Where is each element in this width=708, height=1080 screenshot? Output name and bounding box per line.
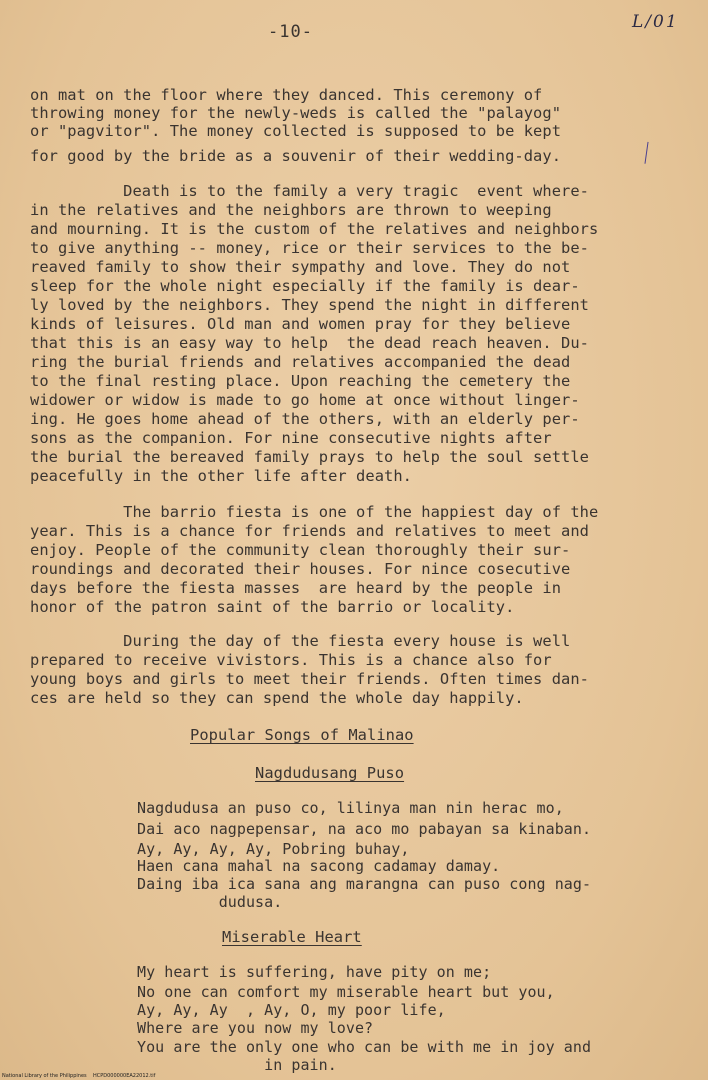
song-line: Daing iba ica sana ang marangna can puso cong nag-: [137, 875, 592, 893]
body-line: and mourning. It is the custom of the relatives and neighbors: [30, 220, 599, 238]
body-line: ing. He goes home ahead of the others, with an elderly per-: [30, 410, 580, 428]
body-line: sons as the companion. For nine consecutive nights after: [30, 429, 552, 447]
body-line: on mat on the floor where they danced. This ceremony of: [30, 86, 543, 104]
song-line: in pain.: [137, 1056, 337, 1074]
body-line: ring the burial friends and relatives accompanied the dead: [30, 353, 571, 371]
body-line: to the final resting place. Upon reaching the cemetery the: [30, 372, 571, 390]
song-title: Miserable Heart: [222, 928, 362, 946]
margin-pencil-mark: [644, 142, 651, 164]
body-line: Death is to the family a very tragic event where-: [30, 182, 589, 200]
song-line: Ay, Ay, Ay , Ay, O, my poor life,: [137, 1001, 446, 1019]
song-line: Dai aco nagpepensar, na aco mo pabayan sa kinaban.: [137, 820, 592, 838]
body-line: days before the fiesta masses are heard by the people in: [30, 579, 562, 597]
body-line: roundings and decorated their houses. For nince cosecutive: [30, 560, 571, 578]
section-title: Popular Songs of Malinao: [190, 726, 414, 744]
body-line: ly loved by the neighbors. They spend the night in different: [30, 296, 589, 314]
body-line: for good by the bride as a souvenir of their wedding-day.: [30, 147, 562, 165]
body-line: ces are held so they can spend the whole day happily.: [30, 689, 524, 707]
song-line: dudusa.: [137, 893, 283, 911]
body-line: or "pagvitor". The money collected is supposed to be kept: [30, 122, 562, 140]
body-line: peacefully in the other life after death.: [30, 467, 412, 485]
body-line: kinds of leisures. Old man and women pray for they believe: [30, 315, 571, 333]
body-line: The barrio fiesta is one of the happiest day of the: [30, 503, 599, 521]
folio-mark: L/01: [632, 12, 679, 32]
song-line: Where are you now my love?: [137, 1019, 374, 1037]
body-line: the burial the bereaved family prays to help the soul settle: [30, 448, 589, 466]
body-line: young boys and girls to meet their friends. Often times dan-: [30, 670, 589, 688]
body-line: honor of the patron saint of the barrio or locality.: [30, 598, 515, 616]
song-line: My heart is suffering, have pity on me;: [137, 963, 492, 981]
scan-footer: National Library of the Philippines HCPD000000EA22012.tif: [2, 1073, 156, 1079]
body-line: sleep for the whole night especially if the family is dear-: [30, 277, 580, 295]
body-line: widower or widow is made to go home at once without linger-: [30, 391, 580, 409]
body-line: that this is an easy way to help the dead reach heaven. Du-: [30, 334, 589, 352]
song-line: No one can comfort my miserable heart but you,: [137, 983, 555, 1001]
body-line: in the relatives and the neighbors are thrown to weeping: [30, 201, 552, 219]
song-line: Haen cana mahal na sacong cadamay damay.: [137, 857, 501, 875]
body-line: During the day of the fiesta every house is well: [30, 632, 571, 650]
song-line: You are the only one who can be with me in joy and: [137, 1038, 592, 1056]
song-line: Nagdudusa an puso co, lilinya man nin herac mo,: [137, 799, 564, 817]
song-line: Ay, Ay, Ay, Ay, Pobring buhay,: [137, 840, 410, 858]
song-title: Nagdudusang Puso: [255, 764, 405, 782]
body-line: to give anything -- money, rice or their services to the be-: [30, 239, 589, 257]
page-number: -10-: [268, 22, 313, 42]
body-line: prepared to receive vivistors. This is a chance also for: [30, 651, 552, 669]
body-line: year. This is a chance for friends and relatives to meet and: [30, 522, 589, 540]
body-line: enjoy. People of the community clean thoroughly their sur-: [30, 541, 571, 559]
body-line: reaved family to show their sympathy and love. They do not: [30, 258, 571, 276]
body-line: throwing money for the newly-weds is called the "palayog": [30, 104, 562, 122]
